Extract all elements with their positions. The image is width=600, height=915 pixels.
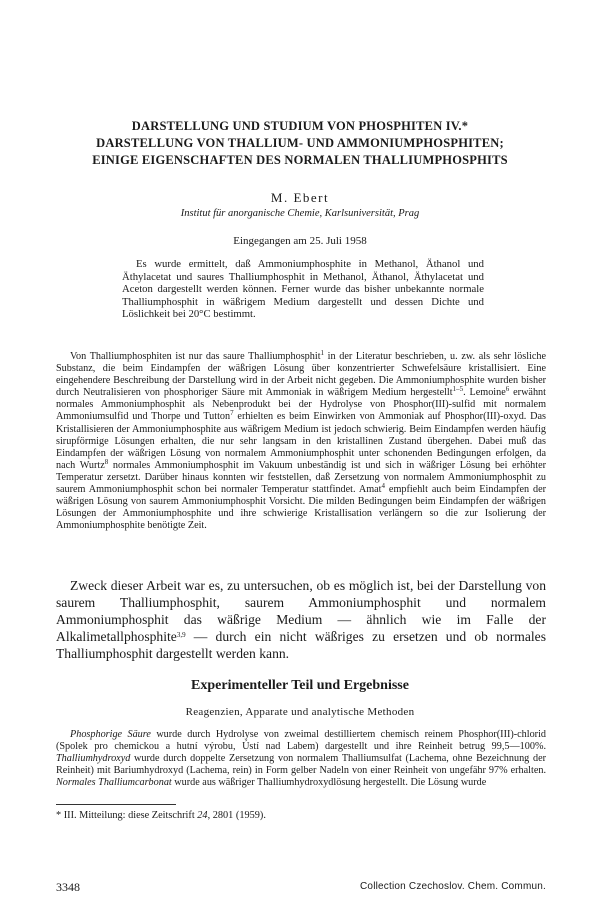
title-line-3: EINIGE EIGENSCHAFTEN DES NORMALEN THALLIUMPHOSPHITS [92,153,508,167]
abstract: Es wurde ermittelt, daß Ammoniumphosphite in Methanol, Äthanol und Äthylacetat und saures Thalliumphosphit in Methanol, Äthanol, Äthylacetat und Aceton dargestellt werden können. Ferner wurde das bisher unbekannte normale Thalliumphosphit in wäßrigem Medium dargestellt und dessen Dichte und Löslichkeit bei 20°C bestimmt. [122,258,484,321]
reference-mark: 4 [381,482,386,491]
footnote: * III. Mitteilung: diese Zeitschrift 24, 2801 (1959). [56,810,266,821]
footnote-rule [56,804,176,805]
aim-paragraph: Zweck dieser Arbeit war es, zu untersuchen, ob es möglich ist, bei der Darstellung von saurem Thalliumphosphit, saurem Ammoniumphosphit und normalem Ammoniumphosphit das wäßrige Medium — ähnlich wie im Falle der Alkalimetallphosphite$^{3,9}$ — durch ein nicht wäßriges zu ersetzen und ob normales Thalliumphosphit dargestellt werden kann. [56,578,546,661]
reference-mark: 1–5 [452,385,464,394]
reference-mark: 6 [505,385,510,394]
received-date: Eingegangen am 25. Juli 1958 [233,235,367,247]
reference-mark: 8 [104,457,109,466]
methods-paragraph: Phosphorige Säure wurde durch Hydrolyse von zweimal destilliertem chemisch reinem Phosphor(III)-chlorid (Spolek pro chemickou a hutní výrobu, Ústí nad Labem) dargestellt und ihre Reinheit betrug 99,5—100%. Thalliumhydroxyd wurde durch doppelte Zersetzung von normalem Thalliumsulfat (Lachema, ohne Bezeichnung der Reinheit) mit Bariumhydroxyd (Lachema, rein) in Form gelber Nadeln von einer Reinheit von ungefähr 97% erhalten. Normales Thalliumcarbonat wurde aus wäßriger Thalliumhydroxydlösung hergestellt. Die Lösung wurde [56,729,546,789]
reference-mark: 1 [320,349,325,357]
reference-mark: 7 [230,409,234,418]
article-title [40,118,560,169]
author: M. Ebert [270,190,330,205]
title-line-1: DARSTELLUNG UND STUDIUM VON PHOSPHITEN IV.* [131,119,469,133]
reference-mark: 3,9 [176,630,186,639]
subsection-heading: Reagenzien, Apparate und analytische Methoden [185,706,415,718]
intro-paragraph: Von Thalliumphosphiten ist nur das saure Thalliumphosphit$^1$ in der Literatur beschrieben, u. zw. als sehr lösliche Substanz, die beim Eindampfen der wäßrigen Lösung über konzentrierter Schwefelsäure kristallisiert. Eine eingehendere Beschreibung der Darstellung wird in der Arbeit nicht gegeben. Die Ammoniumphosphite wurden bisher durch Neutralisieren von phosphoriger Säure mit Ammoniak in wäßrigem Medium hergestellt$^{1-5}$. Lemoine$^6$ erwähnt normales Ammoniumphosphit als Nebenprodukt bei der Hydrolyse von Phosphor(III)-sulfid mit normalem Ammoniumsulfid und Thorpe und Tutton$^7$ erhielten es beim Einwirken von Ammoniak auf Phosphor(III)-oxyd. Das Kristallisieren der Ammoniumphosphite aus wäßrigem Medium ist jedoch schwierig. Beim Eindampfen werden häufig sirupförmige Lösungen erhalten, die nur sehr langsam in den kristallinen Zustand übergehen. Dabei muß das Eindampfen der wäßrigen Lösung von normalem Ammoniumphosphit unter schonenden Bedingungen erfolgen, da nach Wurtz$^8$ normales Ammoniumphosphit im Vakuum unbeständig ist und sich in wäßriger Lösung bei erhöhter Temperatur zersetzt. Darüber hinaus konnten wir feststellen, daß Zersetzung von normalem Ammoniumphosphit zu saurem Ammoniumphosphit schon bei normaler Temperatur stattfindet. Amat$^4$ empfiehlt auch beim Eindampfen der wäßrigen Lösung von saurem Ammoniumphosphit Vorsicht. Die milden Bedingungen beim Eindampfen der wäßrigen Lösungen der Ammoniumphosphite und ihre schwierige Kristallisation verlängern so die zur Isolierung der Ammoniumphosphite benötigte Zeit. [56,349,547,532]
title-line-2: DARSTELLUNG VON THALLIUM- UND AMMONIUMPHOSPHITEN; [96,136,504,150]
affiliation: Institut für anorganische Chemie, Karlsuniversität, Prag [180,208,420,219]
section-heading: Experimenteller Teil und Ergebnisse [191,678,409,693]
page-number: 3348 [56,880,80,894]
journal-name: Collection Czechoslov. Chem. Commun. [360,881,546,892]
